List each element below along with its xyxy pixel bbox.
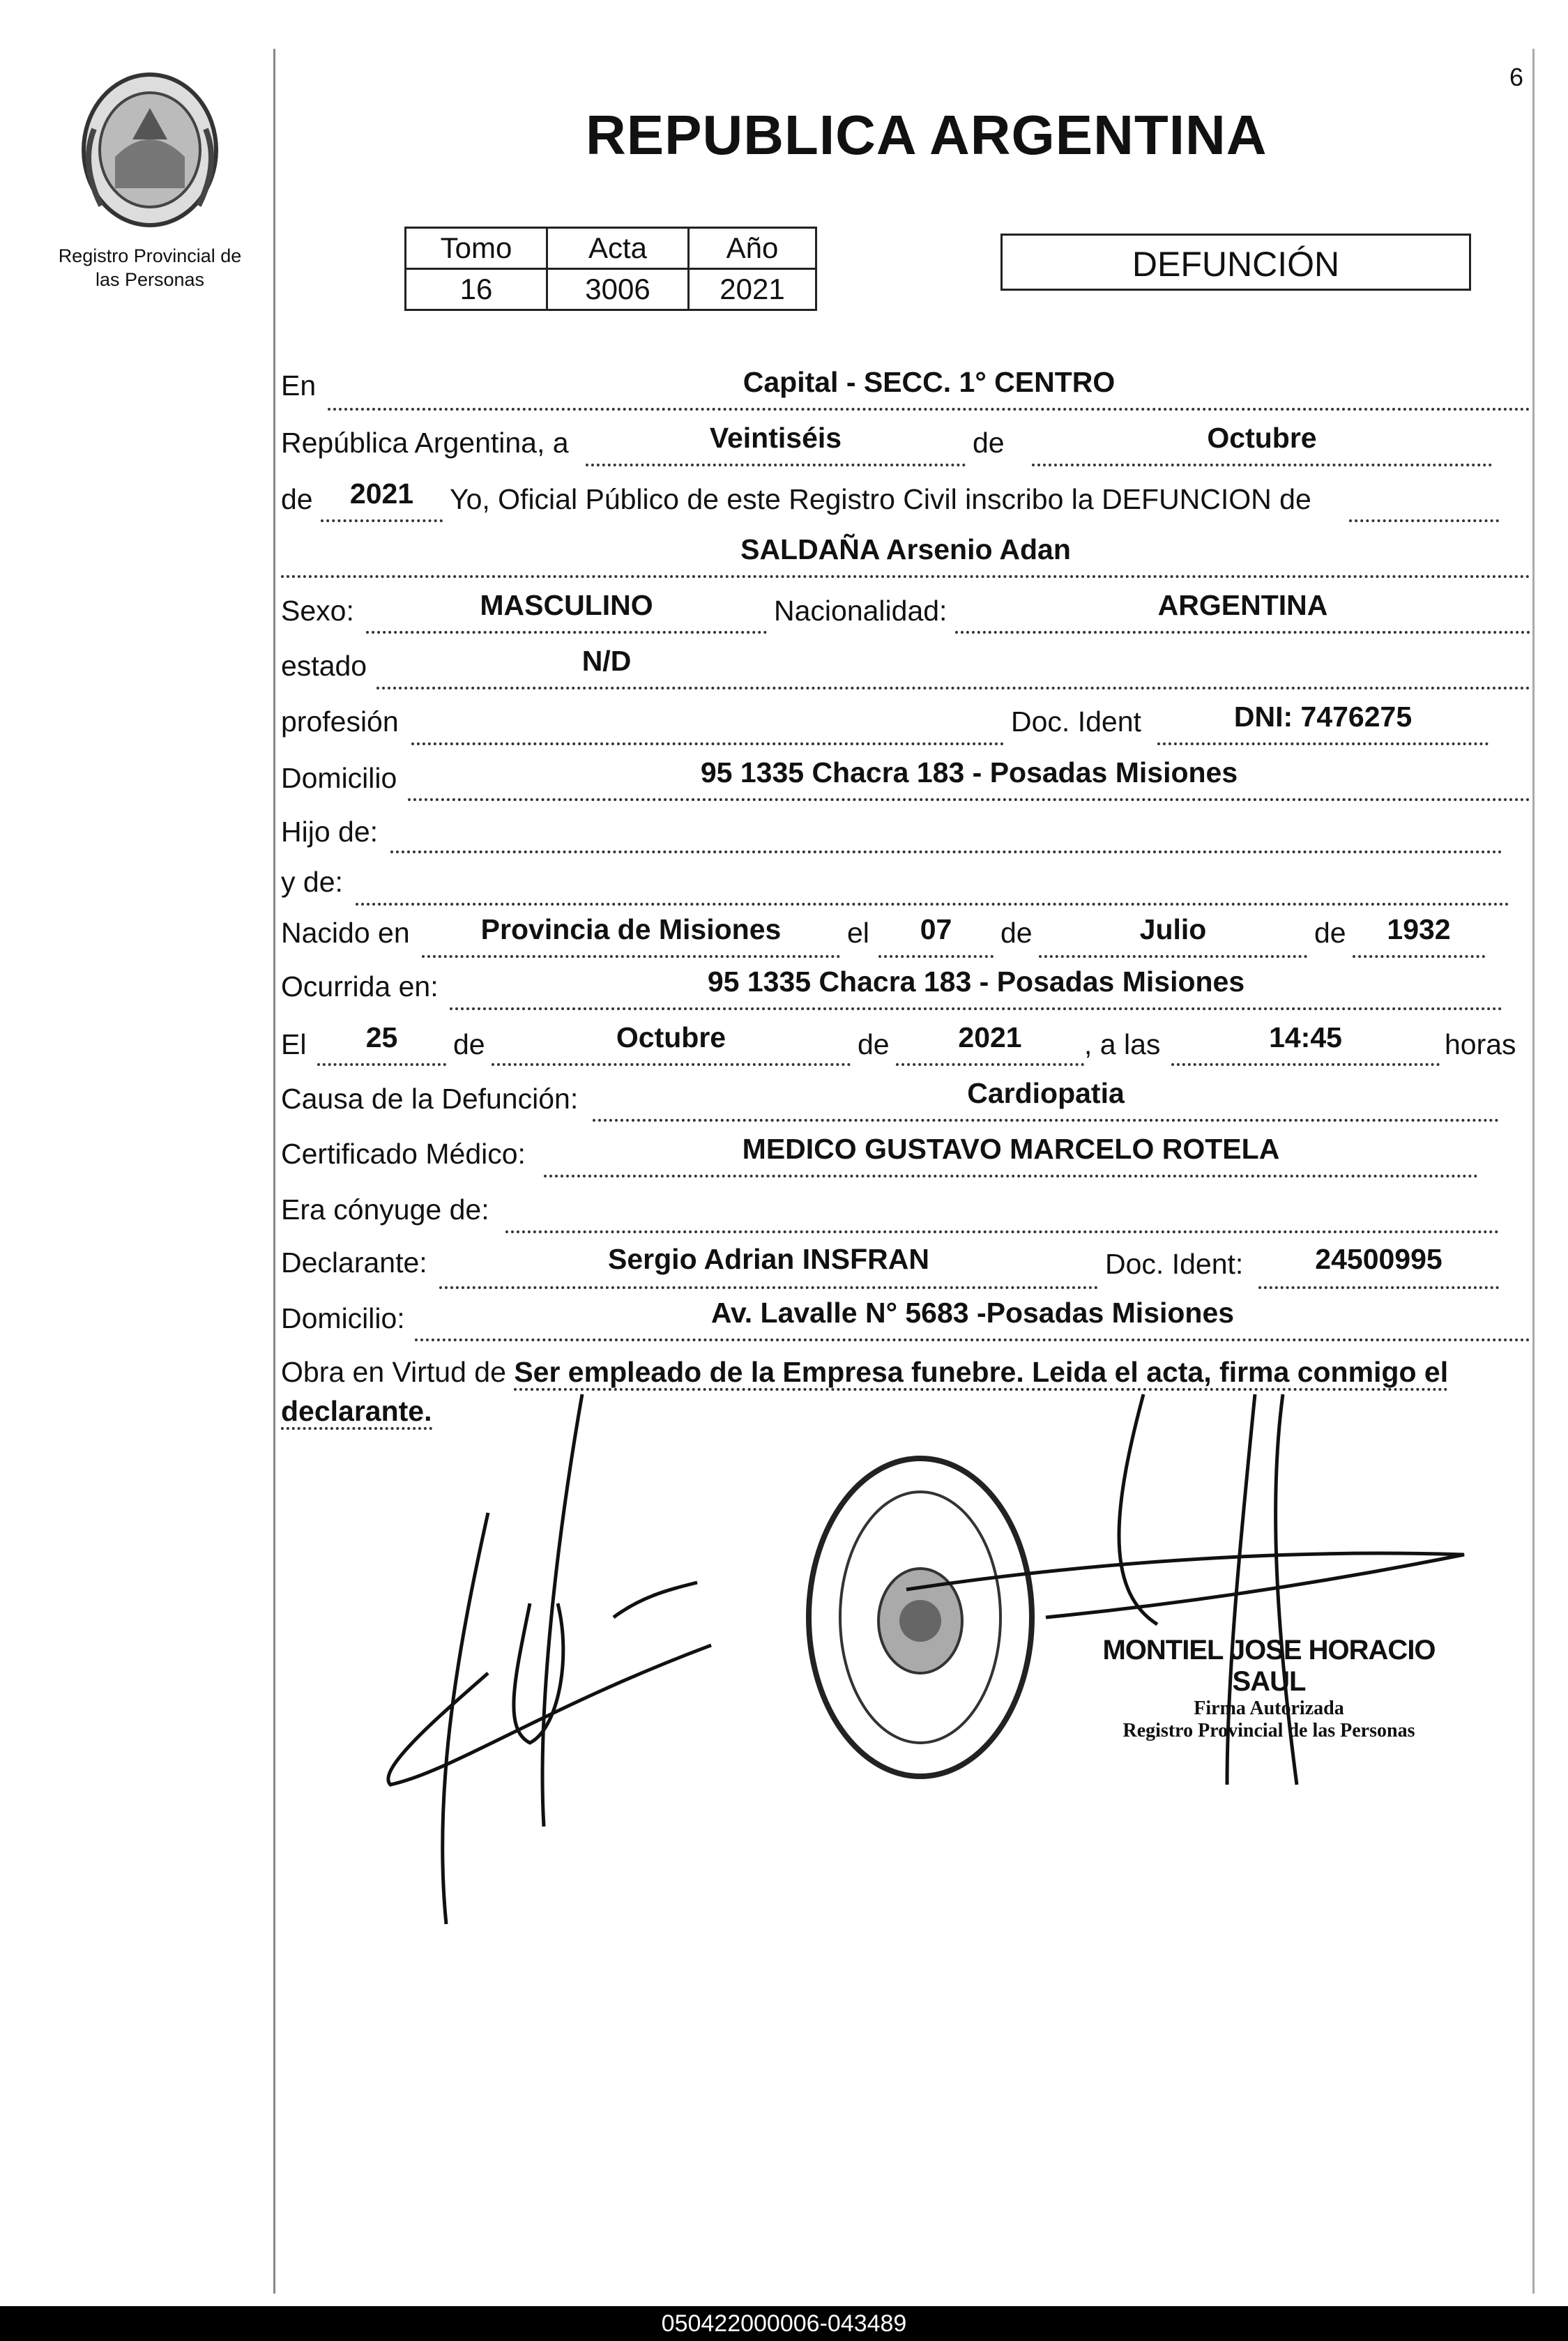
table-header-cell: Acta [547,228,689,269]
label-conyuge: Era cónyuge de: [281,1194,489,1226]
year-value: 2021 [349,478,414,510]
label-doc-ident: Doc. Ident [1011,706,1141,738]
document-value: DNI: 7476275 [1233,701,1413,733]
death-place-value: 95 1335 Chacra 183 - Posadas Misiones [707,966,1245,998]
label-en: En [281,369,317,402]
label-nacionalidad: Nacionalidad: [774,595,947,627]
page-title: REPUBLICA ARGENTINA [586,104,1268,166]
birth-day-value: 07 [920,913,952,945]
label-ocurrida-en: Ocurrida en: [281,970,439,1002]
authorized-signatory [1095,1635,1443,1742]
grounds-value: Ser empleado de la Empresa funebre. Leida el acta, firma conmigo el declarante. [281,1356,1448,1430]
left-margin-line [273,49,275,2294]
place-value: Capital - SECC. 1° CENTRO [743,366,1116,398]
field-line [1349,485,1499,522]
nationality-value: ARGENTINA [1157,589,1328,621]
label-obra: Obra en Virtud de [281,1356,506,1388]
official-name: MONTIEL JOSE HORACIO SAUL [1102,1635,1436,1697]
record-index-table [404,227,817,311]
label-estado: estado [281,650,367,682]
label-a-las: , a las [1084,1028,1161,1060]
label-horas: horas [1445,1028,1516,1060]
label-doc-ident: Doc. Ident: [1105,1248,1244,1280]
right-margin-line [1532,49,1535,2294]
label-de: de [858,1028,890,1060]
label-sexo: Sexo: [281,595,354,627]
label-hijo-de: Hijo de: [281,816,379,848]
label-certificado: Certificado Médico: [281,1138,526,1170]
field-line [390,816,1502,853]
declarant-value: Sergio Adrian INSFRAN [608,1243,929,1275]
declarant-doc-value: 24500995 [1315,1243,1443,1275]
month-value: Octubre [1207,422,1317,454]
table-header-cell: Tomo [406,228,547,269]
label-de: de [453,1028,485,1060]
label-el: El [281,1028,307,1060]
declarant-signature [388,1394,711,1924]
registry-line-1: Registro Provincial de [58,245,242,266]
official-stamp [802,1450,1039,1785]
page-number: 6 [1509,63,1524,91]
birth-month-value: Julio [1139,913,1207,945]
label-oficial: Yo, Oficial Público de este Registro Civil inscribo la DEFUNCION de [450,483,1311,515]
label-de: de [973,427,1005,459]
label-declarante: Declarante: [281,1246,427,1279]
label-nacido-en: Nacido en [281,917,410,949]
death-time-value: 14:45 [1269,1021,1342,1053]
registry-line-2: las Personas [95,269,205,290]
table-header-cell: Año [689,228,816,269]
record-type-box: DEFUNCIÓN [1000,234,1471,291]
official-office: Registro Provincial de las Personas [1122,1720,1415,1741]
field-line [356,868,1509,906]
label-republica: República Argentina, a [281,427,569,459]
field-line [505,1196,1499,1233]
label-el: el [847,917,869,949]
label-profesion: profesión [281,706,399,738]
day-words-value: Veintiséis [709,422,842,454]
declarant-address-value: Av. Lavalle N° 5683 -Posadas Misiones [710,1297,1235,1329]
table-header-row [406,228,816,269]
birth-year-value: 1932 [1387,913,1451,945]
sex-value: MASCULINO [480,589,653,621]
deceased-name-value: SALDAÑA Arsenio Adan [740,533,1071,565]
death-day-value: 25 [365,1021,398,1053]
certificate-value: MEDICO GUSTAVO MARCELO ROTELA [742,1133,1280,1165]
label-causa: Causa de la Defunción: [281,1083,579,1115]
death-month-value: Octubre [616,1021,726,1053]
registry-name [28,244,272,291]
death-year-value: 2021 [958,1021,1022,1053]
label-y-de: y de: [281,866,343,898]
label-domicilio: Domicilio: [281,1302,405,1334]
birthplace-value: Provincia de Misiones [480,913,782,945]
grounds-paragraph [281,1352,1529,1431]
table-cell: 16 [406,269,547,310]
label-de: de [1314,917,1346,949]
table-row [406,269,816,310]
cause-value: Cardiopatia [967,1077,1125,1109]
official-role: Firma Autorizada [1194,1698,1344,1719]
document-barcode: 050422000006-043489 [0,2306,1568,2341]
label-de: de [281,483,313,515]
table-cell: 3006 [547,269,689,310]
label-domicilio: Domicilio [281,762,397,794]
civil-status-value: N/D [581,645,632,677]
field-line [411,708,1004,745]
label-de: de [1000,917,1033,949]
table-cell: 2021 [689,269,816,310]
province-seal [73,66,227,234]
address-value: 95 1335 Chacra 183 - Posadas Misiones [700,756,1238,788]
